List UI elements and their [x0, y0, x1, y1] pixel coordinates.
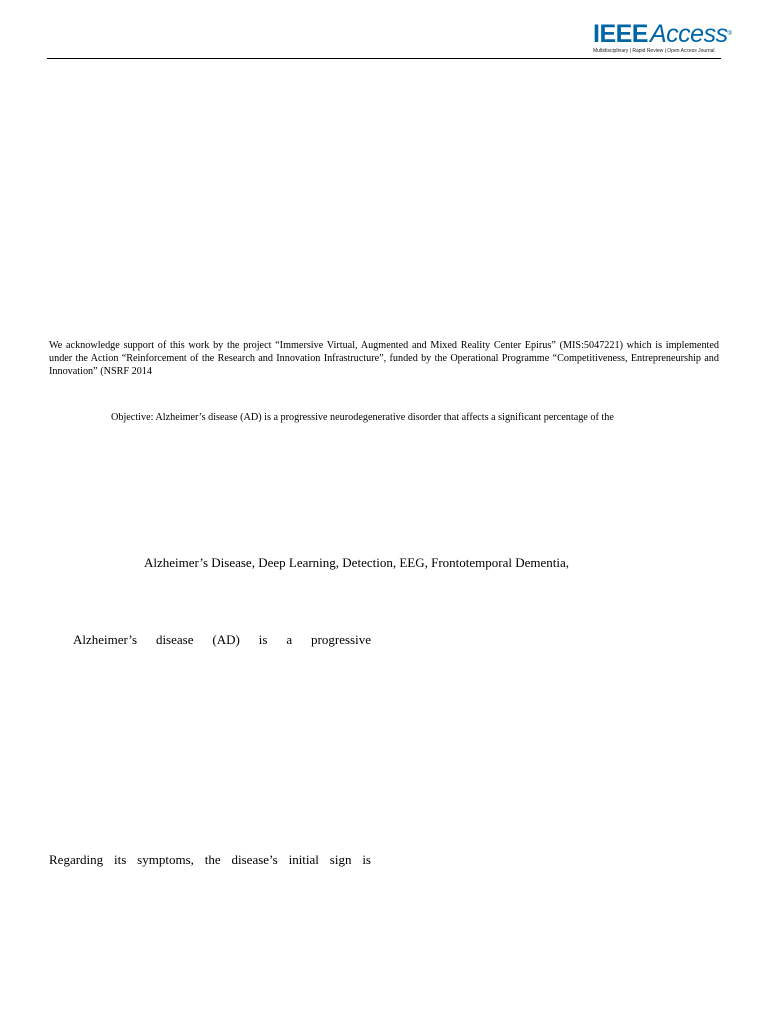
acknowledgment-paragraph: We acknowledge support of this work by the project “Immersive Virtual, Augmented and Mixed Reality Center Epirus” (MIS:5047221) which is implemented under the Action “Reinforcement of the Research and Innovation Infrastructure”, funded by the Operational Programme “Competitiveness, Entrepreneurship and Innovation” (NSRF 2014	[49, 340, 719, 377]
symptoms-text: Regarding its symptoms, the disease’s initial sign is	[49, 852, 371, 867]
logo-tagline: Multidisciplinary | Rapid Review | Open Access Journal	[593, 48, 715, 54]
logo-access-text: Access	[649, 20, 728, 48]
logo-ieee-text: IEEE	[593, 20, 648, 48]
logo-trademark: ®	[727, 31, 732, 37]
introduction-text: Alzheimer’s disease (AD) is a progressive	[73, 632, 371, 647]
ieee-access-logo	[593, 20, 732, 55]
header-divider	[47, 58, 721, 59]
abstract-objective: Objective: Alzheimer’s disease (AD) is a progressive neurodegenerative disorder that affects a significant percentage of the	[111, 412, 614, 423]
logo-wordmark	[593, 20, 732, 48]
keywords-line: Alzheimer’s Disease, Deep Learning, Detection, EEG, Frontotemporal Dementia,	[144, 555, 570, 570]
